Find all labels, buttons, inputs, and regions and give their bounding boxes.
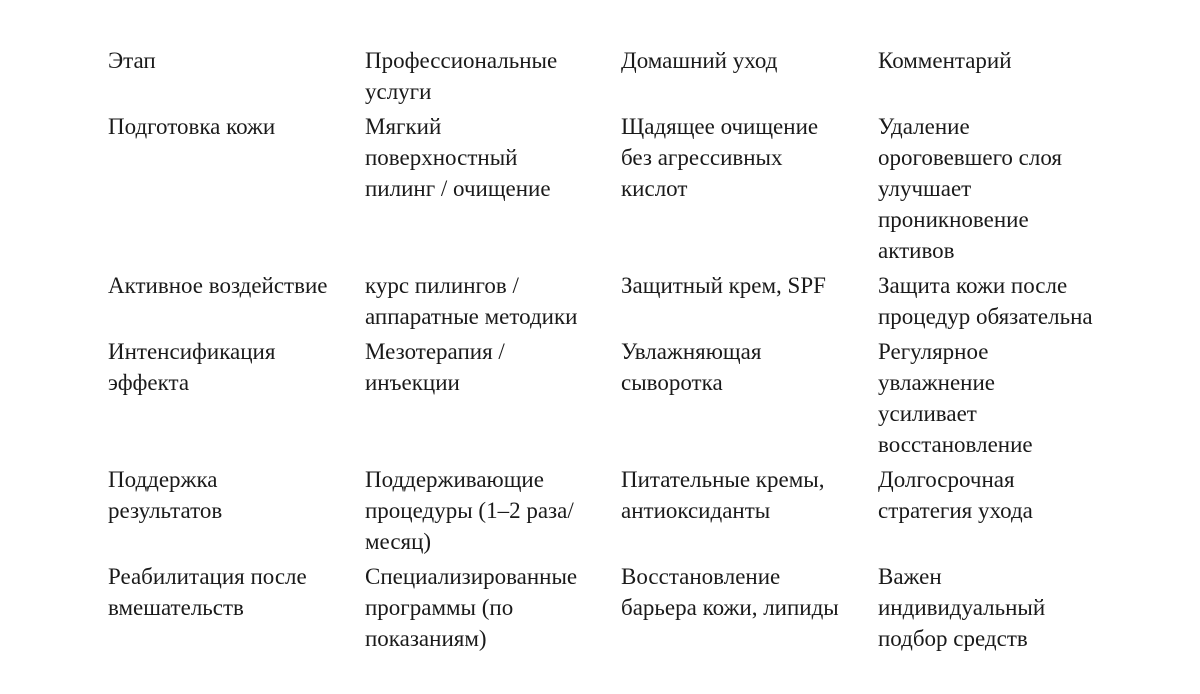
cell-stage: Реабилитация после вмешательств: [108, 564, 307, 620]
care-stages-table: [108, 45, 1148, 658]
cell-comment: Регулярное увлажнение усиливает восстановление: [878, 339, 1033, 457]
table-row: [108, 270, 1148, 336]
header-stage: Этап: [108, 48, 156, 73]
cell-comment: Долгосрочная стратегия ухода: [878, 467, 1033, 523]
table-row: [108, 561, 1148, 658]
cell-professional-services: Специализированные программы (по показаниям): [365, 564, 578, 651]
cell-professional-services: Поддерживающие процедуры (1–2 раза/ месяц): [365, 467, 574, 554]
table-row: [108, 464, 1148, 561]
cell-professional-services: Мягкий поверхностный пилинг / очищение: [365, 114, 551, 201]
cell-comment: Удаление ороговевшего слоя улучшает проникновение активов: [878, 114, 1063, 263]
cell-home-care: Восстановление барьера кожи, липиды: [621, 564, 839, 620]
cell-stage: Подготовка кожи: [108, 114, 276, 139]
cell-professional-services: Мезотерапия / инъекции: [365, 339, 505, 395]
cell-comment: Защита кожи после процедур обязательна: [878, 273, 1093, 329]
cell-home-care: Защитный крем, SPF: [621, 273, 826, 298]
header-home-care: Домашний уход: [621, 48, 778, 73]
cell-comment: Важен индивидуальный подбор средств: [878, 564, 1046, 651]
header-professional-services: Профессиональные услуги: [365, 48, 558, 104]
table-row: [108, 111, 1148, 270]
cell-home-care: Увлажняющая сыворотка: [621, 339, 762, 395]
header-comment: Комментарий: [878, 48, 1012, 73]
cell-stage: Поддержка результатов: [108, 467, 223, 523]
table-header-row: [108, 45, 1148, 111]
cell-home-care: Щадящее очищение без агрессивных кислот: [621, 114, 819, 201]
table-row: [108, 336, 1148, 464]
cell-stage: Активное воздействие: [108, 273, 328, 298]
cell-home-care: Питательные кремы, антиоксиданты: [621, 467, 825, 523]
cell-professional-services: курс пилингов / аппаратные методики: [365, 273, 578, 329]
cell-stage: Интенсификация эффекта: [108, 339, 276, 395]
